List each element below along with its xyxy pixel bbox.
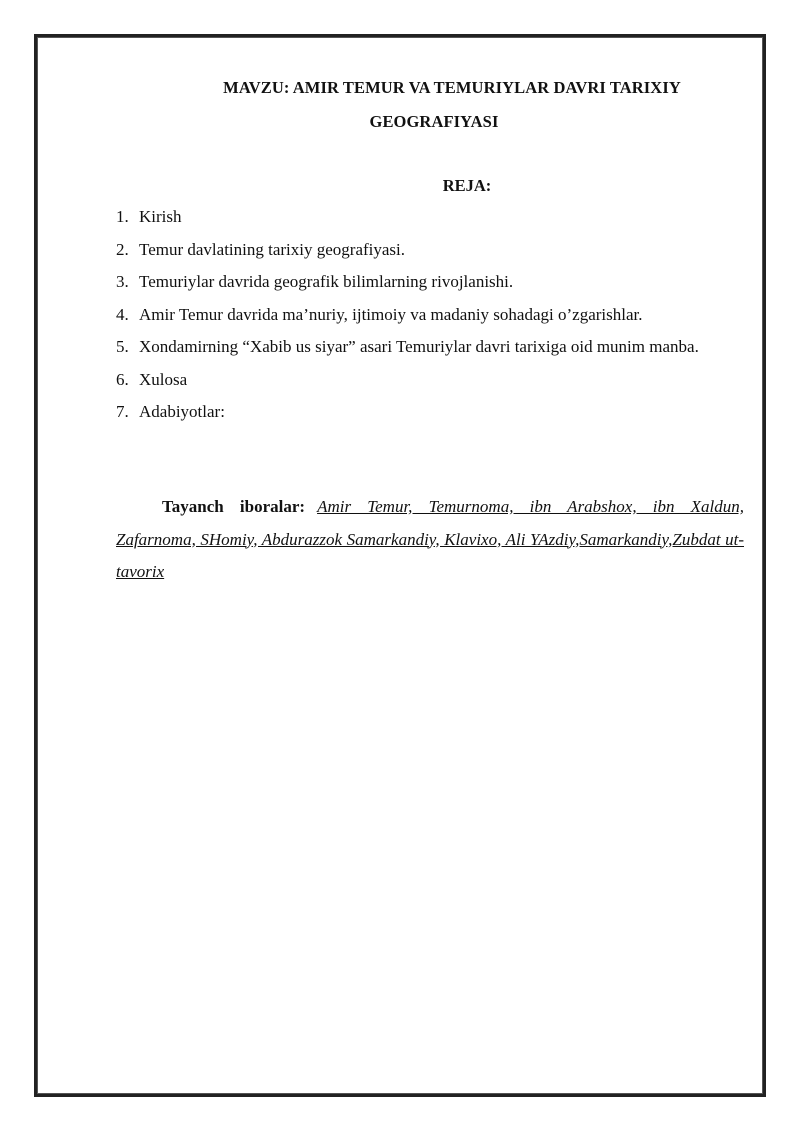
- plan-item-text: Amir Temur davrida ma’nuriy, ijtimoiy va madaniy sohadagi o’zgarishlar.: [139, 304, 643, 324]
- plan-item-text: Temur davlatining tarixiy geografiyasi.: [139, 239, 406, 259]
- plan-item-number: 3.: [116, 272, 129, 291]
- plan-item-text: Kirish: [139, 207, 182, 226]
- plan-item: [116, 299, 744, 332]
- plan-list: [116, 201, 744, 429]
- plan-item-text: Xondamirning “Xabib us siyar” asari Temuriylar davri tarixiga oid munim manba.: [139, 337, 699, 356]
- keywords-list: Amir Temur, Temurnoma, ibn Arabshox, ibn Xaldun, Zafarnoma, SHomiy, Abdurazzok Samarkandiy, Klavixo, Ali YAzdiy,Samarkandiy,Zubdat ut-tavorix: [116, 497, 745, 581]
- plan-item-number: 2.: [116, 239, 129, 259]
- plan-item: [116, 396, 744, 429]
- keywords-label: Tayanch iboralar:: [162, 497, 306, 516]
- document-title-line-2: GEOGRAFIYASI: [369, 112, 499, 131]
- plan-item-number: 7.: [116, 402, 129, 421]
- plan-item: [116, 331, 744, 364]
- plan-item-text: Xulosa: [139, 369, 188, 389]
- plan-item: [116, 364, 744, 397]
- plan-item-text: Temuriylar davrida geografik bilimlarning rivojlanishi.: [139, 272, 514, 291]
- plan-item: [116, 266, 744, 299]
- plan-item-number: 6.: [116, 369, 129, 389]
- plan-item-number: 4.: [116, 304, 129, 324]
- plan-item-number: 1.: [116, 207, 129, 226]
- plan-item: [116, 234, 744, 267]
- keywords-paragraph: [116, 491, 744, 589]
- plan-item-number: 5.: [116, 337, 129, 356]
- plan-item-text: Adabiyotlar:: [139, 402, 225, 421]
- plan-heading: REJA:: [442, 176, 492, 195]
- plan-item: [116, 201, 744, 234]
- document-title-line-1: MAVZU: AMIR TEMUR VA TEMURIYLAR DAVRI TARIXIY: [223, 78, 681, 97]
